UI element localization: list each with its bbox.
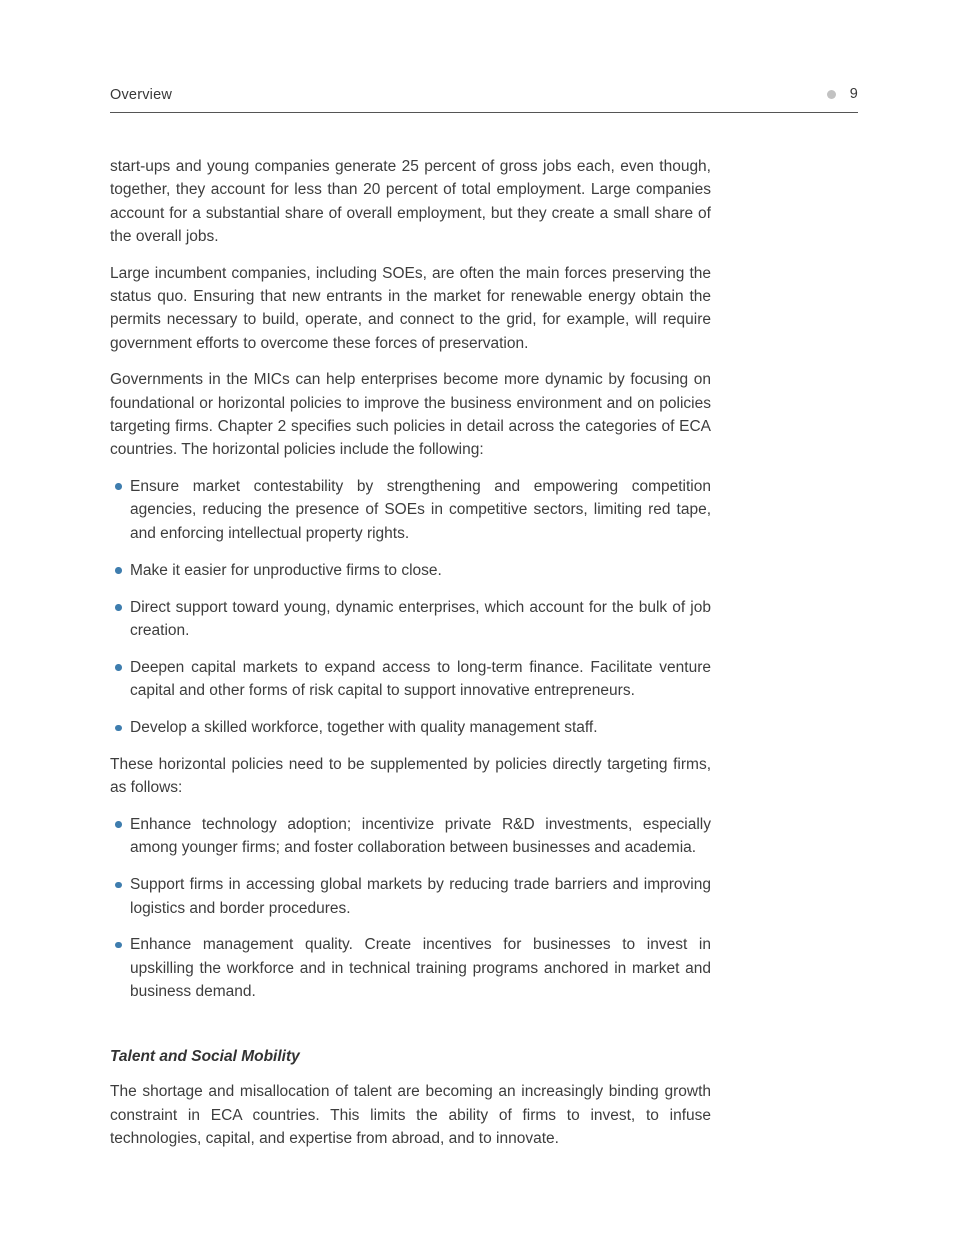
paragraph: These horizontal policies need to be supplemented by policies directly targeting firms, as follows: <box>110 756 711 797</box>
paragraph: start-ups and young companies generate 25 percent of gross jobs each, even though, together, they account for less than 20 percent of total employment. Large companies account for a substantial share of overall employment, but they create a small share of the overall jobs. <box>110 158 711 246</box>
list-item <box>110 656 711 703</box>
page-number: 9 <box>849 86 858 102</box>
targeted-policies-list <box>110 813 711 1004</box>
bullet-icon <box>115 725 122 732</box>
bullet-icon <box>115 567 122 574</box>
bullet-icon <box>115 604 122 611</box>
bullet-icon <box>115 664 122 671</box>
paragraph: The shortage and misallocation of talent are becoming an increasingly binding growth constraint in ECA countries. This limits the ability of firms to invest, to infuse technologies, capital, and expertise from abroad, and to innovate. <box>110 1083 711 1147</box>
list-item <box>110 559 711 582</box>
page-body <box>110 155 711 1163</box>
list-item-text: Direct support toward young, dynamic enterprises, which account for the bulk of job creation. <box>130 598 711 639</box>
page-header <box>110 86 858 113</box>
list-item-text: Ensure market contestability by strengthening and empowering competition agencies, reducing the presence of SOEs in competitive sectors, limiting red tape, and enforcing intellectual property rights. <box>130 477 711 542</box>
list-item <box>110 933 711 1003</box>
header-right <box>827 86 858 102</box>
list-item <box>110 873 711 920</box>
list-item <box>110 813 711 860</box>
header-dot-icon <box>827 90 836 99</box>
list-item-text: Enhance technology adoption; incentivize private R&D investments, especially among younger firms; and foster collaboration between businesses and academia. <box>130 815 711 857</box>
list-item-text: Make it easier for unproductive firms to close. <box>130 561 442 579</box>
list-item-text: Support firms in accessing global markets by reducing trade barriers and improving logistics and border procedures. <box>130 876 711 917</box>
paragraph: Governments in the MICs can help enterprises become more dynamic by focusing on foundational or horizontal policies to improve the business environment and on policies targeting firms. Chapter 2 specifies such policies in detail across the categories of ECA countries. The horizontal policies include the following: <box>110 371 711 459</box>
running-head: Overview <box>110 86 173 103</box>
list-item <box>110 596 711 643</box>
paragraph: Large incumbent companies, including SOEs, are often the main forces preserving the status quo. Ensuring that new entrants in the market for renewable energy obtain the permits necessary to build, operate, and connect to the grid, for example, will require government efforts to overcome these forces of preservation. <box>110 264 711 352</box>
bullet-icon <box>115 483 122 490</box>
list-item-text: Enhance management quality. Create incentives for businesses to invest in upskilling the workforce and in technical training programs anchored in market and business demand. <box>130 936 711 1001</box>
list-item-text: Develop a skilled workforce, together with quality management staff. <box>130 719 598 737</box>
horizontal-policies-list <box>110 475 711 740</box>
bullet-icon <box>115 882 122 889</box>
list-item <box>110 716 711 739</box>
list-item <box>110 475 711 545</box>
bullet-icon <box>115 821 122 828</box>
bullet-icon <box>115 942 122 949</box>
section-subheading: Talent and Social Mobility <box>110 1047 300 1065</box>
list-item-text: Deepen capital markets to expand access to long-term finance. Facilitate venture capital and other forms of risk capital to support innovative entrepreneurs. <box>130 658 711 700</box>
